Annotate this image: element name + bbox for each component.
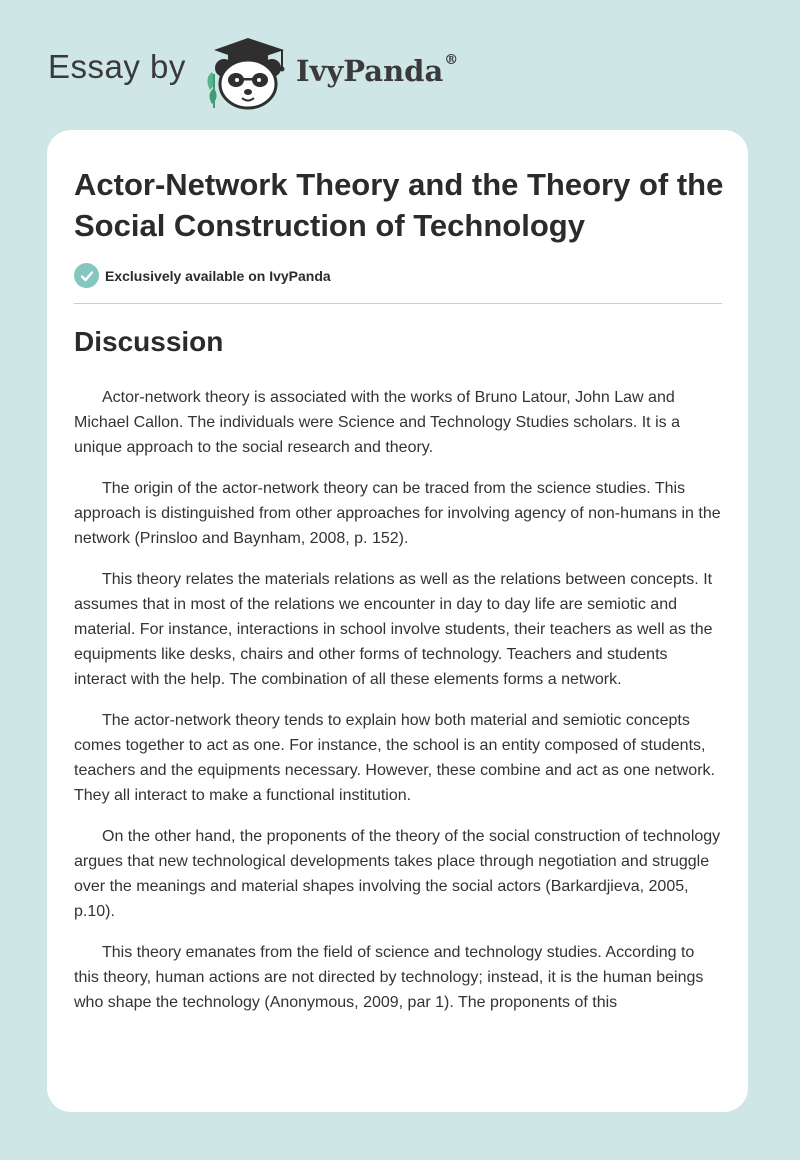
paragraph: On the other hand, the proponents of the theory of the social construction of technology argues that new technological developments takes place through negotiation and struggle over the meanings and material shapes involving the social actors (Barkardjieva, 2005, p.10). (74, 828, 721, 920)
badge-label: Exclusively available on IvyPanda (105, 267, 331, 284)
essay-body (74, 385, 722, 1031)
paragraph: The actor-network theory tends to explain how both material and semiotic concepts comes together to act as one. For instance, the school is an entity composed of students, teachers and the equipments necessary. However, these combine and act as one network. They all interact to make a functional institution. (74, 712, 715, 804)
essay-card (47, 130, 748, 1112)
paragraph: This theory relates the materials relations as well as the relations between concepts. It assumes that in most of the relations we encounter in day to day life are semiotic and material. For instance, interactions in school involve students, their teachers as well as the equipments like desks, chairs and other forms of technology. Teachers and students interact with the help. The combination of all these elements forms a network. (74, 571, 713, 688)
check-icon (74, 263, 99, 288)
page-title: Actor-Network Theory and the Theory of the Social Construction of Technology (74, 167, 724, 243)
exclusive-badge (74, 263, 331, 288)
brand-name[interactable]: IvyPanda® (296, 52, 459, 88)
paragraph: Actor-network theory is associated with the works of Bruno Latour, John Law and Michael Callon. The individuals were Science and Technology Studies scholars. It is a unique approach to the social research and theory. (74, 389, 680, 456)
site-header (48, 30, 548, 110)
essay-by-label: Essay by (48, 48, 186, 85)
paragraph: This theory emanates from the field of science and technology studies. According to this theory, human actions are not directed by technology; instead, it is the human beings who shape the technology (Anonymous, 2009, par 1). The proponents of this (74, 944, 704, 1011)
divider (74, 303, 722, 304)
panda-logo-icon[interactable] (202, 34, 292, 110)
paragraph: The origin of the actor-network theory can be traced from the science studies. This approach is distinguished from other approaches for involving agency of non-humans in the network (Prinsloo and Baynham, 2008, p. 152). (74, 480, 721, 547)
section-heading: Discussion (74, 326, 224, 357)
